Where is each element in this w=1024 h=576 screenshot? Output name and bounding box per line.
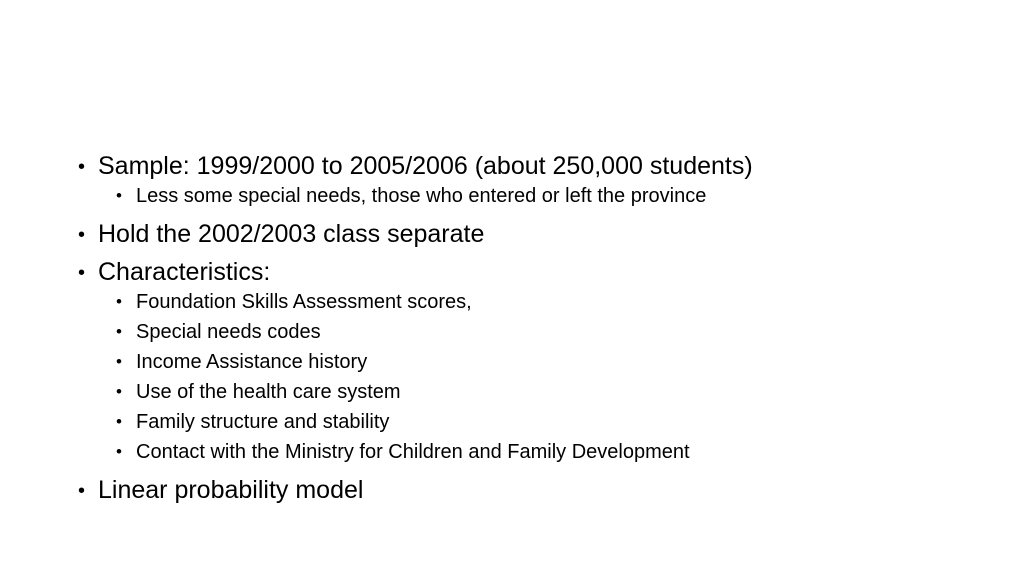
bullet-dot-icon: • (116, 442, 122, 461)
bullet-text: Hold the 2002/2003 class separate (98, 220, 485, 248)
sub-bullet-text: Income Assistance history (136, 351, 368, 373)
sub-bullet-exclusions (78, 181, 978, 211)
bullet-text: Linear probability model (98, 476, 364, 504)
bullet-dot-icon: • (78, 480, 86, 502)
bullet-dot-icon: • (116, 352, 122, 371)
sub-bullet-text: Foundation Skills Assessment scores, (136, 291, 472, 313)
bullet-dot-icon: • (78, 262, 86, 284)
bullet-dot-icon: • (116, 412, 122, 431)
bullet-text: Sample: 1999/2000 to 2005/2006 (about 250,000 students) (98, 152, 753, 180)
sub-bullet-text: Less some special needs, those who entered or left the province (136, 185, 707, 207)
sub-bullet-fsa-scores (78, 287, 978, 317)
bullet-dot-icon: • (116, 186, 122, 205)
bullet-linear-model (78, 475, 978, 505)
bullet-dot-icon: • (78, 224, 86, 246)
bullet-characteristics (78, 257, 978, 287)
bullet-sample (78, 151, 978, 181)
sub-bullet-income-assistance (78, 347, 978, 377)
bullet-hold-class (78, 219, 978, 249)
sub-bullet-text: Family structure and stability (136, 411, 390, 433)
sub-bullet-text: Use of the health care system (136, 381, 401, 403)
bullet-dot-icon: • (116, 292, 122, 311)
sub-bullet-family-structure (78, 407, 978, 437)
sub-bullet-ministry-contact (78, 437, 978, 467)
bullet-list (78, 151, 978, 505)
bullet-text: Characteristics: (98, 258, 271, 286)
bullet-dot-icon: • (78, 156, 86, 178)
bullet-dot-icon: • (116, 322, 122, 341)
sub-bullet-special-needs (78, 317, 978, 347)
sub-bullet-text: Special needs codes (136, 321, 321, 343)
sub-bullet-text: Contact with the Ministry for Children and Family Development (136, 441, 690, 463)
sub-bullet-health-care (78, 377, 978, 407)
bullet-dot-icon: • (116, 382, 122, 401)
